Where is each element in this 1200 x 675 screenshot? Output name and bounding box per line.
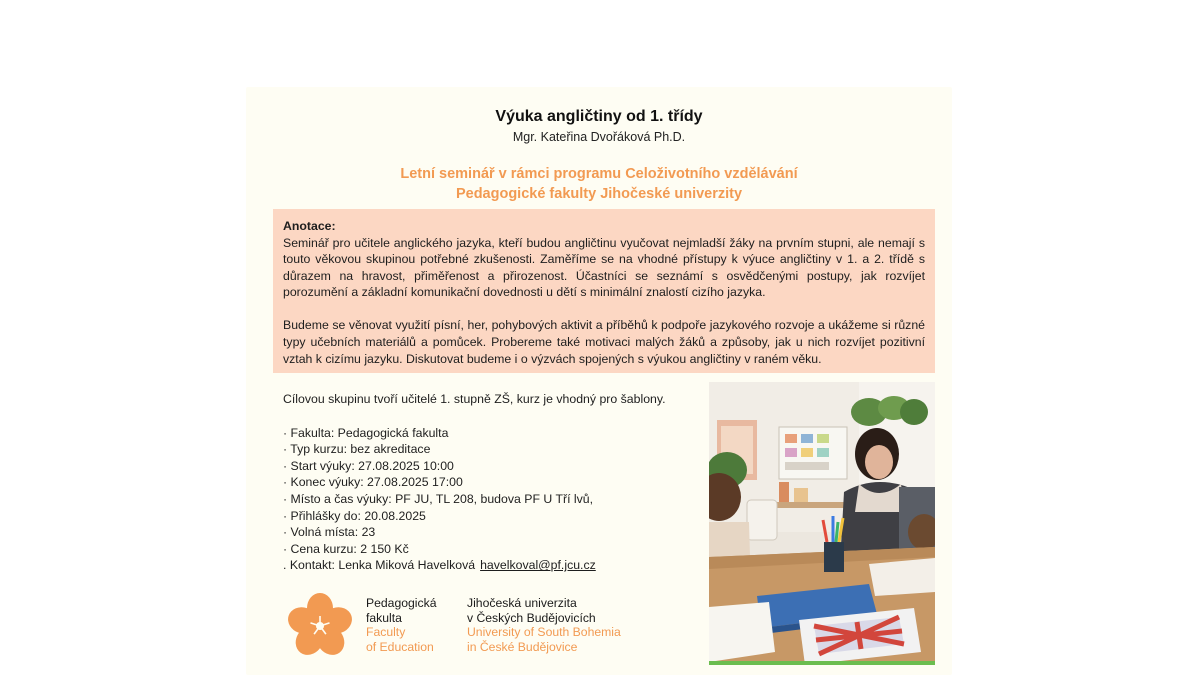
detail-location: · Místo a čas výuky: PF JU, TL 208, budova PF U Tří lvů, <box>283 491 594 506</box>
detail-price: · Cena kurzu: 2 150 Kč <box>283 541 409 556</box>
detail-registration-deadline: · Přihlášky do: 20.08.2025 <box>283 508 426 523</box>
contact-email-link[interactable]: havelkoval@pf.jcu.cz <box>480 558 596 573</box>
detail-start: · Start výuky: 27.08.2025 10:00 <box>283 458 454 473</box>
flyer-title: Výuka angličtiny od 1. třídy <box>495 108 703 125</box>
faculty-name <box>366 596 436 654</box>
faculty-en-line-2: of Education <box>366 639 434 654</box>
annotation-paragraph-1: Seminář pro učitele anglického jazyka, kteří budou angličtinu vyučovat nejmladší žáky na prvním stupni, ale nemají s touto věkovou skupinou potřebné zkušenosti. Zaměříme se na vhodné přístupy k výuce angličtiny v 1. a 2. třídě s důrazem na hravost, přiměřenost a přirozenost. Účastníci se seznámí s osvědčenými postupy, jak rozvíjet porozumění a základní komunikační dovednosti u dětí s minimální znalostí cizího jazyka. <box>283 235 925 300</box>
faculty-en-line-1: Faculty <box>366 625 406 639</box>
author-name: Mgr. Kateřina Dvořáková Ph.D. <box>512 130 686 144</box>
university-cz-line-1: Jihočeská univerzita <box>467 596 577 610</box>
university-name <box>467 596 621 654</box>
annotation-box <box>273 209 935 373</box>
course-details <box>283 391 703 574</box>
classroom-photo <box>709 382 935 665</box>
target-group: Cílovou skupinu tvoří učitelé 1. stupně ZŠ, kurz je vhodný pro šablony. <box>283 392 666 406</box>
program-subtitle <box>246 164 952 204</box>
detail-faculty: · Fakulta: Pedagogická fakulta <box>283 425 449 440</box>
annotation-paragraph-2: Budeme se věnovat využití písní, her, pohybových aktivit a příběhů k podpoře jazykového rozvoje a ukážeme si různé typy učebních materiálů a pomůcek. Probereme také motivaci malých žáků a způsoby, jak u nich rozvíjet pozitivní vztah k cizímu jazyku. Diskutovat budeme i o výzvách spojených s výukou angličtiny v raném věku. <box>283 318 925 366</box>
detail-course-type: · Typ kurzu: bez akreditace <box>283 442 431 457</box>
detail-free-places: · Volná místa: 23 <box>283 525 376 540</box>
university-en-line-2: in České Budějovice <box>467 639 578 654</box>
contact-label: . Kontakt: Lenka Miková Havelková <box>283 558 476 573</box>
university-cz-line-2: v Českých Budějovicích <box>467 610 596 625</box>
faculty-cz-line-2: fakulta <box>366 610 402 625</box>
university-en-line-1: University of South Bohemia <box>467 625 621 639</box>
classroom-illustration <box>709 382 935 665</box>
detail-contact <box>283 557 703 574</box>
annotation-heading: Anotace: <box>283 219 336 233</box>
subtitle-line-1: Letní seminář v rámci programu Celoživotního vzdělávání <box>400 166 798 182</box>
flower-logo-icon <box>286 592 354 660</box>
subtitle-line-2: Pedagogické fakulty Jihočeské univerzity <box>455 186 743 202</box>
flyer-card <box>246 87 952 675</box>
detail-end: · Konec výuky: 27.08.2025 17:00 <box>283 475 463 490</box>
faculty-cz-line-1: Pedagogická <box>366 596 437 610</box>
details-list <box>283 425 703 574</box>
